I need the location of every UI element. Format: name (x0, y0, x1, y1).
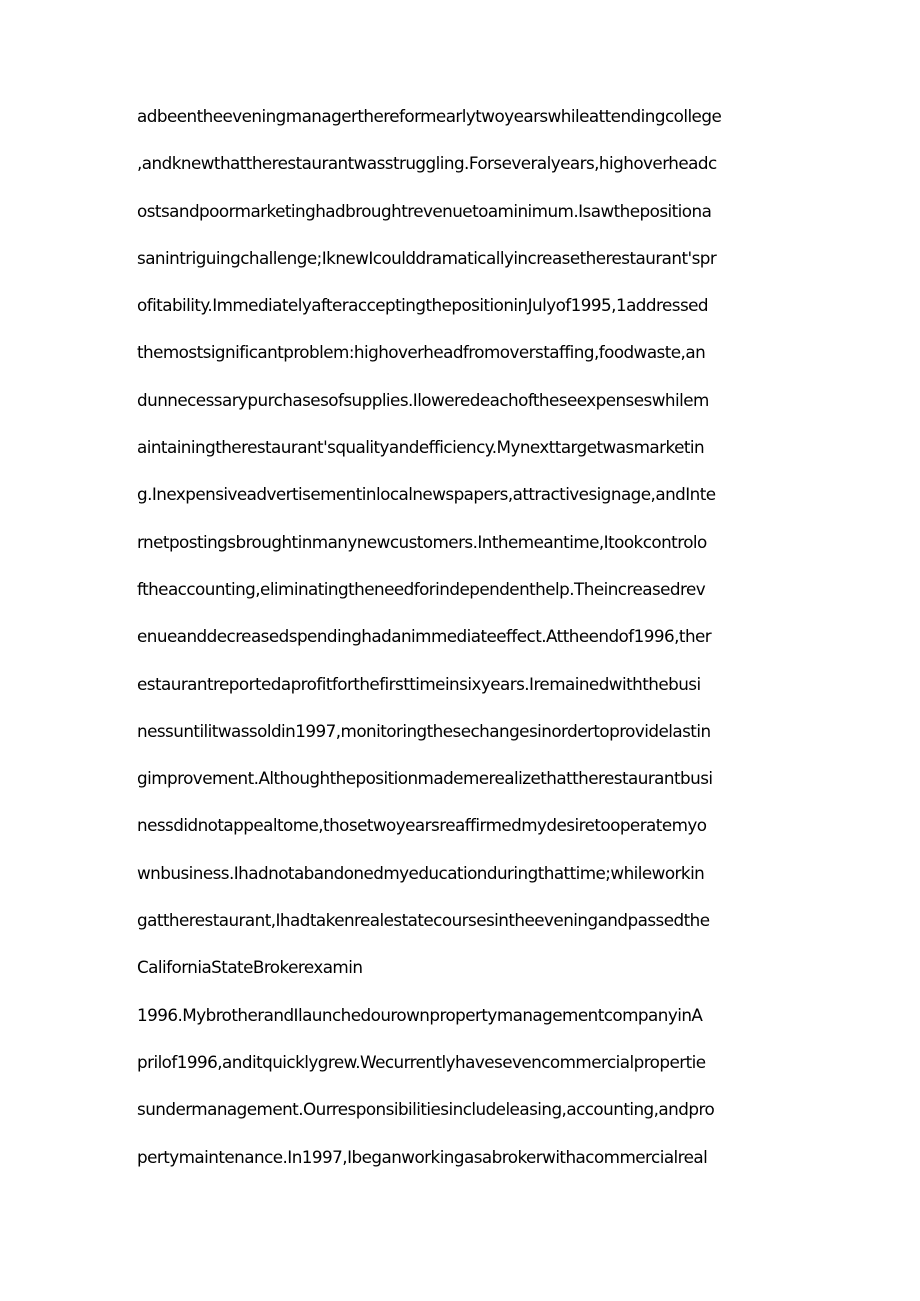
text-line: adbeentheeveningmanagerthereformearlytwoyearswhileattendingcollege (137, 106, 722, 126)
text-line: gattherestaurant,Ihadtakenrealestatecoursesintheeveningandpassedthe (137, 910, 710, 931)
text-line: CaliforniaStateBrokerexamin (137, 957, 363, 978)
body-text (137, 99, 787, 1187)
text-line: wnbusiness.Ihadnotabandonedmyeducationduringthattime;whileworkin (137, 862, 705, 883)
text-line: enueanddecreasedspendinghadanimmediateeffect.Attheendof1996,ther (137, 626, 712, 647)
text-line: ofitability.ImmediatelyafteracceptingthepositioninJulyof1995,1addressed (137, 295, 709, 316)
text-line: ftheaccounting,eliminatingtheneedforindependenthelp.Theincreasedrev (137, 578, 706, 599)
text-line: sanintriguingchallenge;IknewIcoulddramaticallyincreasetherestaurant'spr (137, 247, 717, 268)
text-line: rnetpostingsbroughtinmanynewcustomers.Inthemeantime,Itookcontrolo (137, 531, 707, 552)
text-line: aintainingtherestaurant'squalityandefficiency.Mynexttargetwasmarketin (137, 437, 705, 458)
text-line: 1996.MybrotherandIlaunchedourownpropertymanagementcompanyinA (137, 1004, 703, 1025)
text-line: prilof1996,anditquicklygrew.Wecurrentlyhavesevencommercialpropertie (137, 1051, 706, 1072)
text-line: ostsandpoormarketinghadbroughtrevenuetoaminimum.Isawthepositiona (137, 200, 712, 221)
text-line: sundermanagement.Ourresponsibilitiesincludeleasing,accounting,andpro (137, 1099, 715, 1120)
text-line: estaurantreportedaprofitforthefirsttimeinsixyears.Iremainedwiththebusi (137, 673, 701, 694)
text-line: pertymaintenance.In1997,Ibeganworkingasabrokerwithacommercialreal (137, 1146, 708, 1167)
text-line: nessuntilitwassoldin1997,monitoringthesechangesinordertoprovidelastin (137, 720, 711, 741)
text-line: g.Inexpensiveadvertisementinlocalnewspapers,attractivesignage,andInte (137, 484, 716, 505)
text-line: gimprovement.Althoughthepositionmademerealizethattherestaurantbusi (137, 768, 713, 789)
text-line: nessdidnotappealtome,thosetwoyearsreaffirmedmydesiretooperatemyo (137, 815, 707, 836)
text-line: themostsignificantproblem:highoverheadfromoverstaffing,foodwaste,an (137, 342, 706, 363)
text-line: dunnecessarypurchasesofsupplies.Iloweredeachoftheseexpenseswhilem (137, 389, 709, 410)
text-line: ,andknewthattherestaurantwasstruggling.Forseveralyears,highoverheadc (137, 153, 717, 174)
